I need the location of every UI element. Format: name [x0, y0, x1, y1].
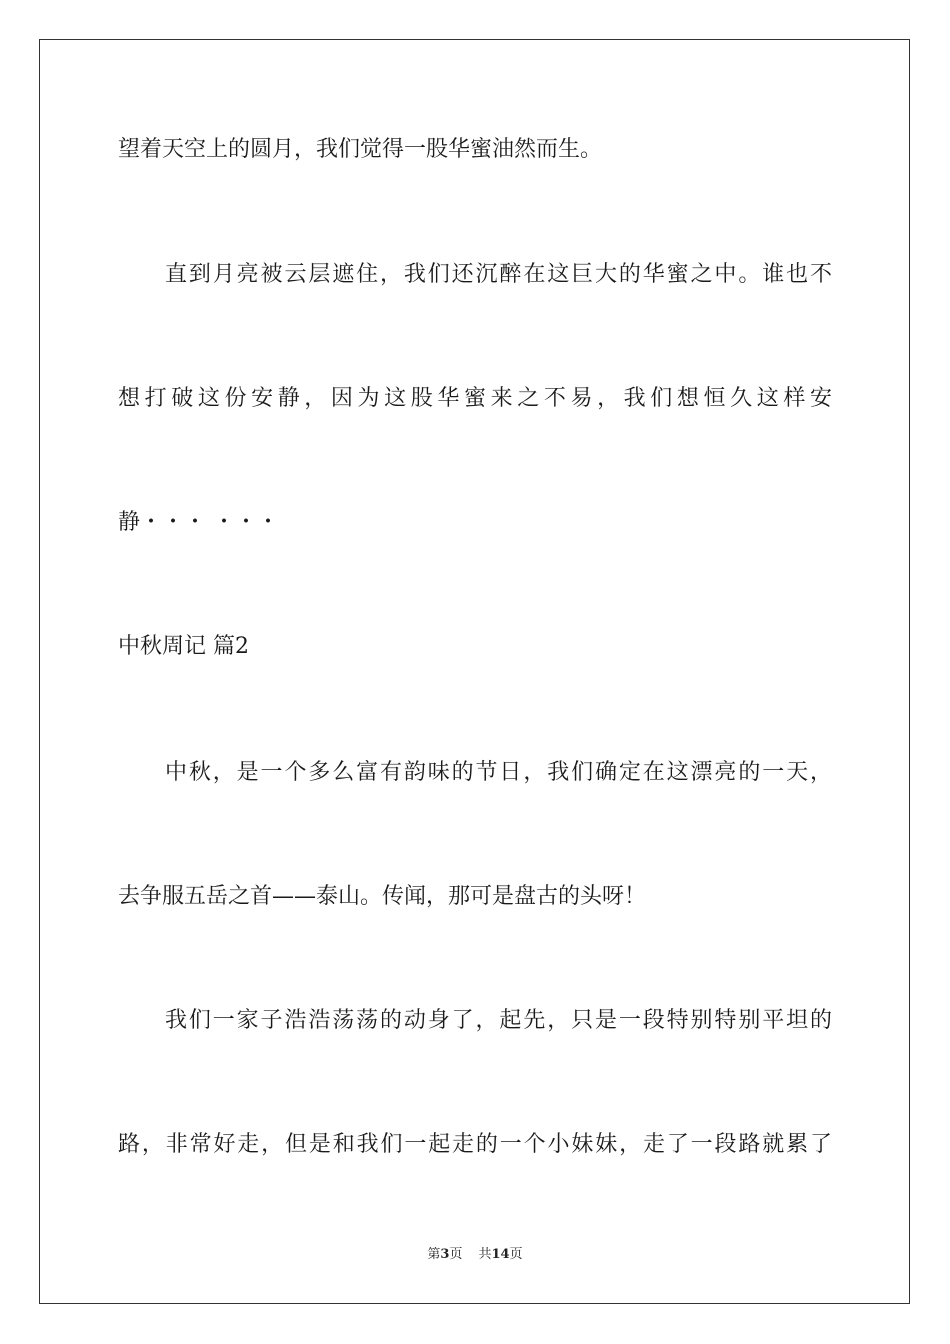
- paragraph-line-4: 静・・・ ・・・: [118, 510, 279, 535]
- footer-page-prefix: 第: [427, 1247, 441, 1262]
- paragraph-line-2: 直到月亮被云层遮住，我们还沉醉在这巨大的华蜜之中。谁也不: [165, 262, 832, 287]
- footer-page-suffix: 页: [449, 1247, 463, 1262]
- footer-page-number: 3: [440, 1247, 450, 1262]
- section-heading: 中秋周记 篇2: [118, 634, 249, 659]
- paragraph-line-3: 想打破这份安静，因为这股华蜜来之不易，我们想恒久这样安: [118, 386, 832, 411]
- paragraph-line-8: 路，非常好走，但是和我们一起走的一个小妹妹，走了一段路就累了: [118, 1132, 832, 1157]
- page-border: [39, 39, 910, 1304]
- footer-total-pages: 14: [491, 1247, 510, 1262]
- paragraph-line-1: 望着天空上的圆月，我们觉得一股华蜜油然而生。: [118, 137, 603, 162]
- paragraph-line-7: 我们一家子浩浩荡荡的动身了，起先，只是一段特别特别平坦的: [165, 1008, 832, 1033]
- footer-total-prefix: 共: [478, 1247, 492, 1262]
- paragraph-line-5: 中秋，是一个多么富有韵味的节日，我们确定在这漂亮的一天，: [165, 760, 832, 785]
- footer-total-suffix: 页: [509, 1247, 523, 1262]
- page-footer: [0, 1246, 950, 1264]
- paragraph-line-6: 去争服五岳之首——泰山。传闻，那可是盘古的头呀！: [118, 884, 647, 909]
